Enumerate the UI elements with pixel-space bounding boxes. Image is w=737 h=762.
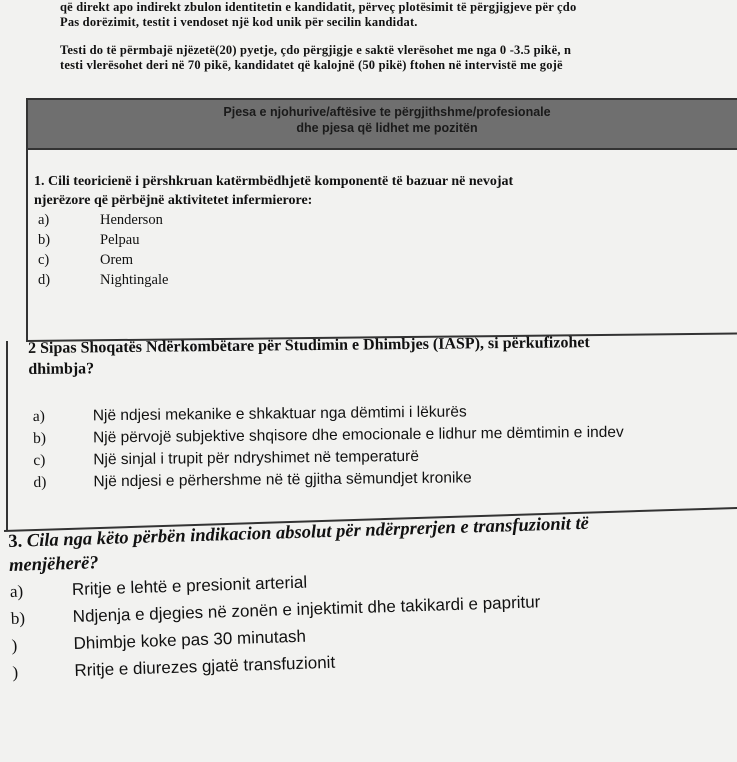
option-text: Rritje e lehtë e presionit arterial xyxy=(71,572,308,600)
option-text: Orem xyxy=(100,252,134,268)
option-text: Dhimbje koke pas 30 minutash xyxy=(73,626,307,653)
section-title-line1: Pjesa e njohurive/aftësive te përgjithshme/profesionale xyxy=(223,105,551,119)
question-text: menjëherë? xyxy=(8,553,99,576)
option-text: Një ndjesi mekanike e shkaktuar nga dëmtimi i lëkurës xyxy=(92,403,467,425)
intro-line: Pas dorëzimit, testit i vendoset një kod unik për secilin kandidat. xyxy=(60,15,418,29)
option-text: Nightingale xyxy=(100,272,169,288)
option-item xyxy=(34,230,734,250)
option-letter: a) xyxy=(9,581,24,601)
question-text: 1. Cili teoricienë i përshkruan katërmbëdhjetë komponentë të bazuar në nevojat xyxy=(34,174,514,189)
option-letter: a) xyxy=(38,212,50,228)
question-text: 2 Sipas Shoqatës Ndërkombëtare për Studimin e Dhimbjes (IASP), si përkufizohet xyxy=(28,334,590,357)
intro-line: që direkt apo indirekt zbulon identitetin e kandidatit, përveç plotësimit të përgjigjeve për çdo xyxy=(60,0,577,14)
option-letter: d) xyxy=(33,473,47,491)
option-letter: a) xyxy=(32,407,45,425)
option-letter: c) xyxy=(33,451,46,469)
question-number: 3. xyxy=(8,531,23,552)
option-letter: ) xyxy=(11,635,18,655)
intro-text xyxy=(60,0,737,73)
option-item xyxy=(34,270,734,290)
option-letter: b) xyxy=(10,608,26,628)
option-text: Ndjenja e djegies në zonën e injektimit dhe takikardi e papritur xyxy=(72,592,541,627)
option-letter: c) xyxy=(38,252,50,268)
question-table xyxy=(26,98,737,149)
question-text-main: Cila nga këto përbën indikacion absolut për ndërprerjen e transfuzionit të xyxy=(26,513,590,552)
question-text: dhimbja? xyxy=(28,360,95,378)
question-text: njerëzore që përbëjnë aktivitetet infermierore: xyxy=(34,193,313,208)
option-letter: d) xyxy=(38,272,51,288)
option-item xyxy=(34,250,734,270)
intro-line: Testi do të përmbajë njëzetë(20) pyetje, çdo përgjigje e saktë vlerësohet me nga 0 -3.5 pikë, n xyxy=(60,43,572,57)
table-rule xyxy=(26,98,737,100)
intro-line: testi vlerësohet deri në 70 pikë, kandidatet që kalojnë (50 pikë) ftohen në intervistë me gojë xyxy=(60,58,563,72)
option-item xyxy=(34,210,734,230)
option-text: Një sinjal i trupit për ndryshimet në temperaturë xyxy=(93,447,420,469)
question-3 xyxy=(8,507,737,686)
table-rule xyxy=(26,148,737,150)
table-rule xyxy=(26,98,28,342)
section-header xyxy=(27,99,737,149)
option-text: Rritje e diurezes gjatë transfuzionit xyxy=(74,652,336,680)
table-rule xyxy=(6,341,8,531)
options-list xyxy=(34,210,734,290)
option-text: Henderson xyxy=(100,212,163,228)
option-text: Një përvojë subjektive shqisore dhe emocionale e lidhur me dëmtimin e indev xyxy=(92,423,624,447)
options-list xyxy=(10,555,737,686)
section-title-line2: dhe pjesa që lidhet me pozitën xyxy=(296,121,478,135)
option-letter: b) xyxy=(32,429,47,447)
option-text: Pelpau xyxy=(100,232,140,248)
option-letter: b) xyxy=(38,232,51,248)
option-text: Një ndjesi e përhershme në të gjitha sëmundjet kronike xyxy=(93,469,472,491)
question-1 xyxy=(34,172,734,290)
option-letter: ) xyxy=(12,662,19,682)
question-2 xyxy=(28,330,737,494)
options-list xyxy=(29,398,737,494)
